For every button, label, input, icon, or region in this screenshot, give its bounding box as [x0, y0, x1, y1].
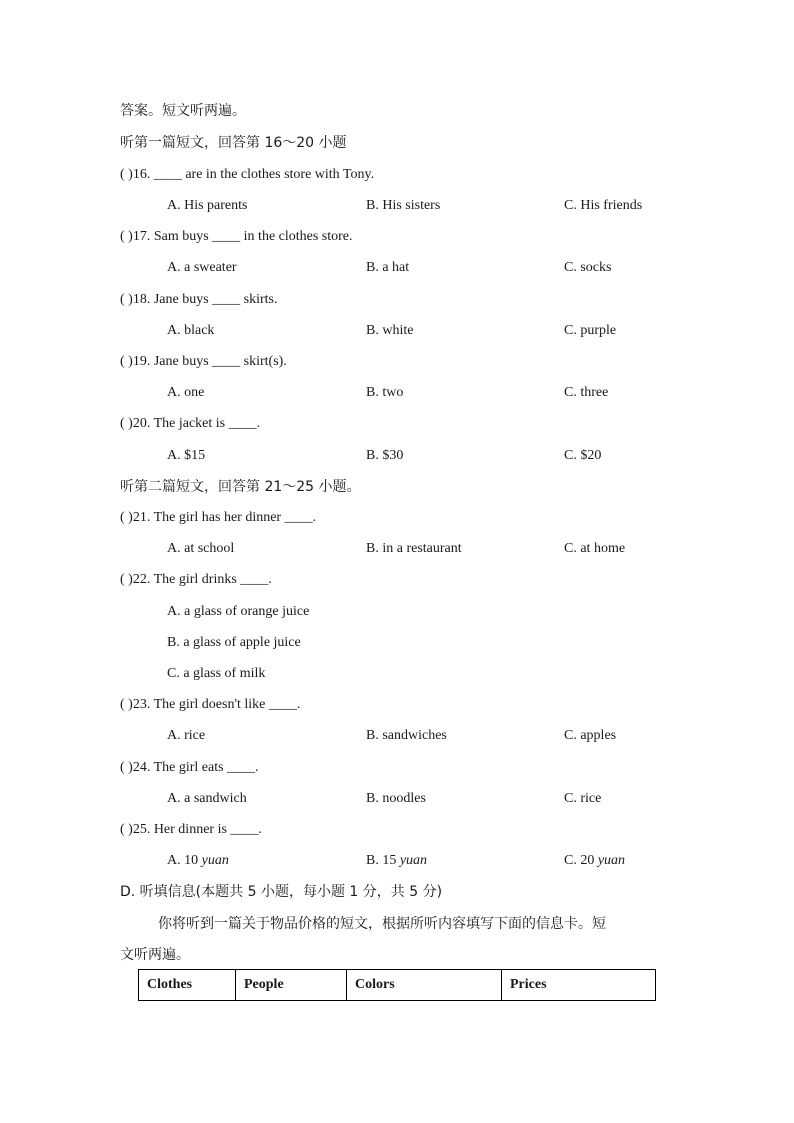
info-card-table	[138, 969, 656, 1001]
q17-option-c: C. socks	[564, 260, 612, 275]
q18-option-c: C. purple	[564, 323, 617, 338]
intro-tail: 答案。短文听两遍。	[120, 103, 246, 119]
table-header-row	[139, 970, 656, 1001]
q21-option-a: A. at school	[167, 541, 235, 556]
q25-option-a	[167, 852, 229, 870]
sectionD-instruction-1: 你将听到一篇关于物品价格的短文，根据所听内容填写下面的信息卡。短	[158, 916, 606, 932]
q21-option-c: C. at home	[564, 541, 626, 556]
q25-option-b-label: B. 15	[366, 853, 400, 868]
q18-option-b: B. white	[366, 323, 414, 338]
q25-option-a-label: A. 10	[167, 853, 202, 868]
question-25: ( )25. Her dinner is ____.	[120, 822, 262, 837]
q23-option-c: C. apples	[564, 728, 617, 743]
question-20: ( )20. The jacket is ____.	[120, 416, 261, 431]
q16-option-c: C. His friends	[564, 198, 643, 213]
section1-header: 听第一篇短文，回答第 16～20 小题	[120, 135, 347, 151]
q25-option-c-unit: yuan	[597, 853, 626, 868]
q20-option-c: C. $20	[564, 448, 602, 463]
question-17: ( )17. Sam buys ____ in the clothes store.	[120, 229, 353, 244]
q25-option-b	[366, 852, 427, 870]
question-22: ( )22. The girl drinks ____.	[120, 572, 272, 587]
sectionD-instruction-2: 文听两遍。	[120, 947, 190, 963]
q17-option-a: A. a sweater	[167, 260, 237, 275]
header-people: People	[236, 970, 347, 1001]
question-23: ( )23. The girl doesn't like ____.	[120, 697, 301, 712]
q24-option-b: B. noodles	[366, 791, 426, 806]
q25-option-c	[564, 852, 625, 870]
header-prices: Prices	[502, 970, 656, 1001]
q23-option-b: B. sandwiches	[366, 728, 447, 743]
q20-option-b: B. $30	[366, 448, 404, 463]
header-colors: Colors	[347, 970, 502, 1001]
section2-header: 听第二篇短文，回答第 21～25 小题。	[120, 479, 361, 495]
q22-option-c: C. a glass of milk	[167, 666, 266, 681]
q24-option-c: C. rice	[564, 791, 602, 806]
q18-option-a: A. black	[167, 323, 215, 338]
question-24: ( )24. The girl eats ____.	[120, 760, 259, 775]
sectionD-header: D. 听填信息(本题共 5 小题，每小题 1 分，共 5 分)	[120, 884, 443, 900]
q19-option-b: B. two	[366, 385, 404, 400]
question-21: ( )21. The girl has her dinner ____.	[120, 510, 317, 525]
q22-option-a: A. a glass of orange juice	[167, 604, 310, 619]
header-clothes: Clothes	[139, 970, 236, 1001]
q22-option-b: B. a glass of apple juice	[167, 635, 301, 650]
q16-option-a: A. His parents	[167, 198, 248, 213]
question-19: ( )19. Jane buys ____ skirt(s).	[120, 354, 287, 369]
q16-option-b: B. His sisters	[366, 198, 441, 213]
q23-option-a: A. rice	[167, 728, 206, 743]
q21-option-b: B. in a restaurant	[366, 541, 462, 556]
q19-option-a: A. one	[167, 385, 205, 400]
q19-option-c: C. three	[564, 385, 609, 400]
question-18: ( )18. Jane buys ____ skirts.	[120, 292, 278, 307]
q25-option-b-unit: yuan	[399, 853, 428, 868]
question-16: ( )16. ____ are in the clothes store with Tony.	[120, 167, 375, 182]
q25-option-a-unit: yuan	[201, 853, 229, 868]
q24-option-a: A. a sandwich	[167, 791, 247, 806]
q25-option-c-label: C. 20	[564, 853, 598, 868]
q17-option-b: B. a hat	[366, 260, 410, 275]
q20-option-a: A. $15	[167, 448, 206, 463]
